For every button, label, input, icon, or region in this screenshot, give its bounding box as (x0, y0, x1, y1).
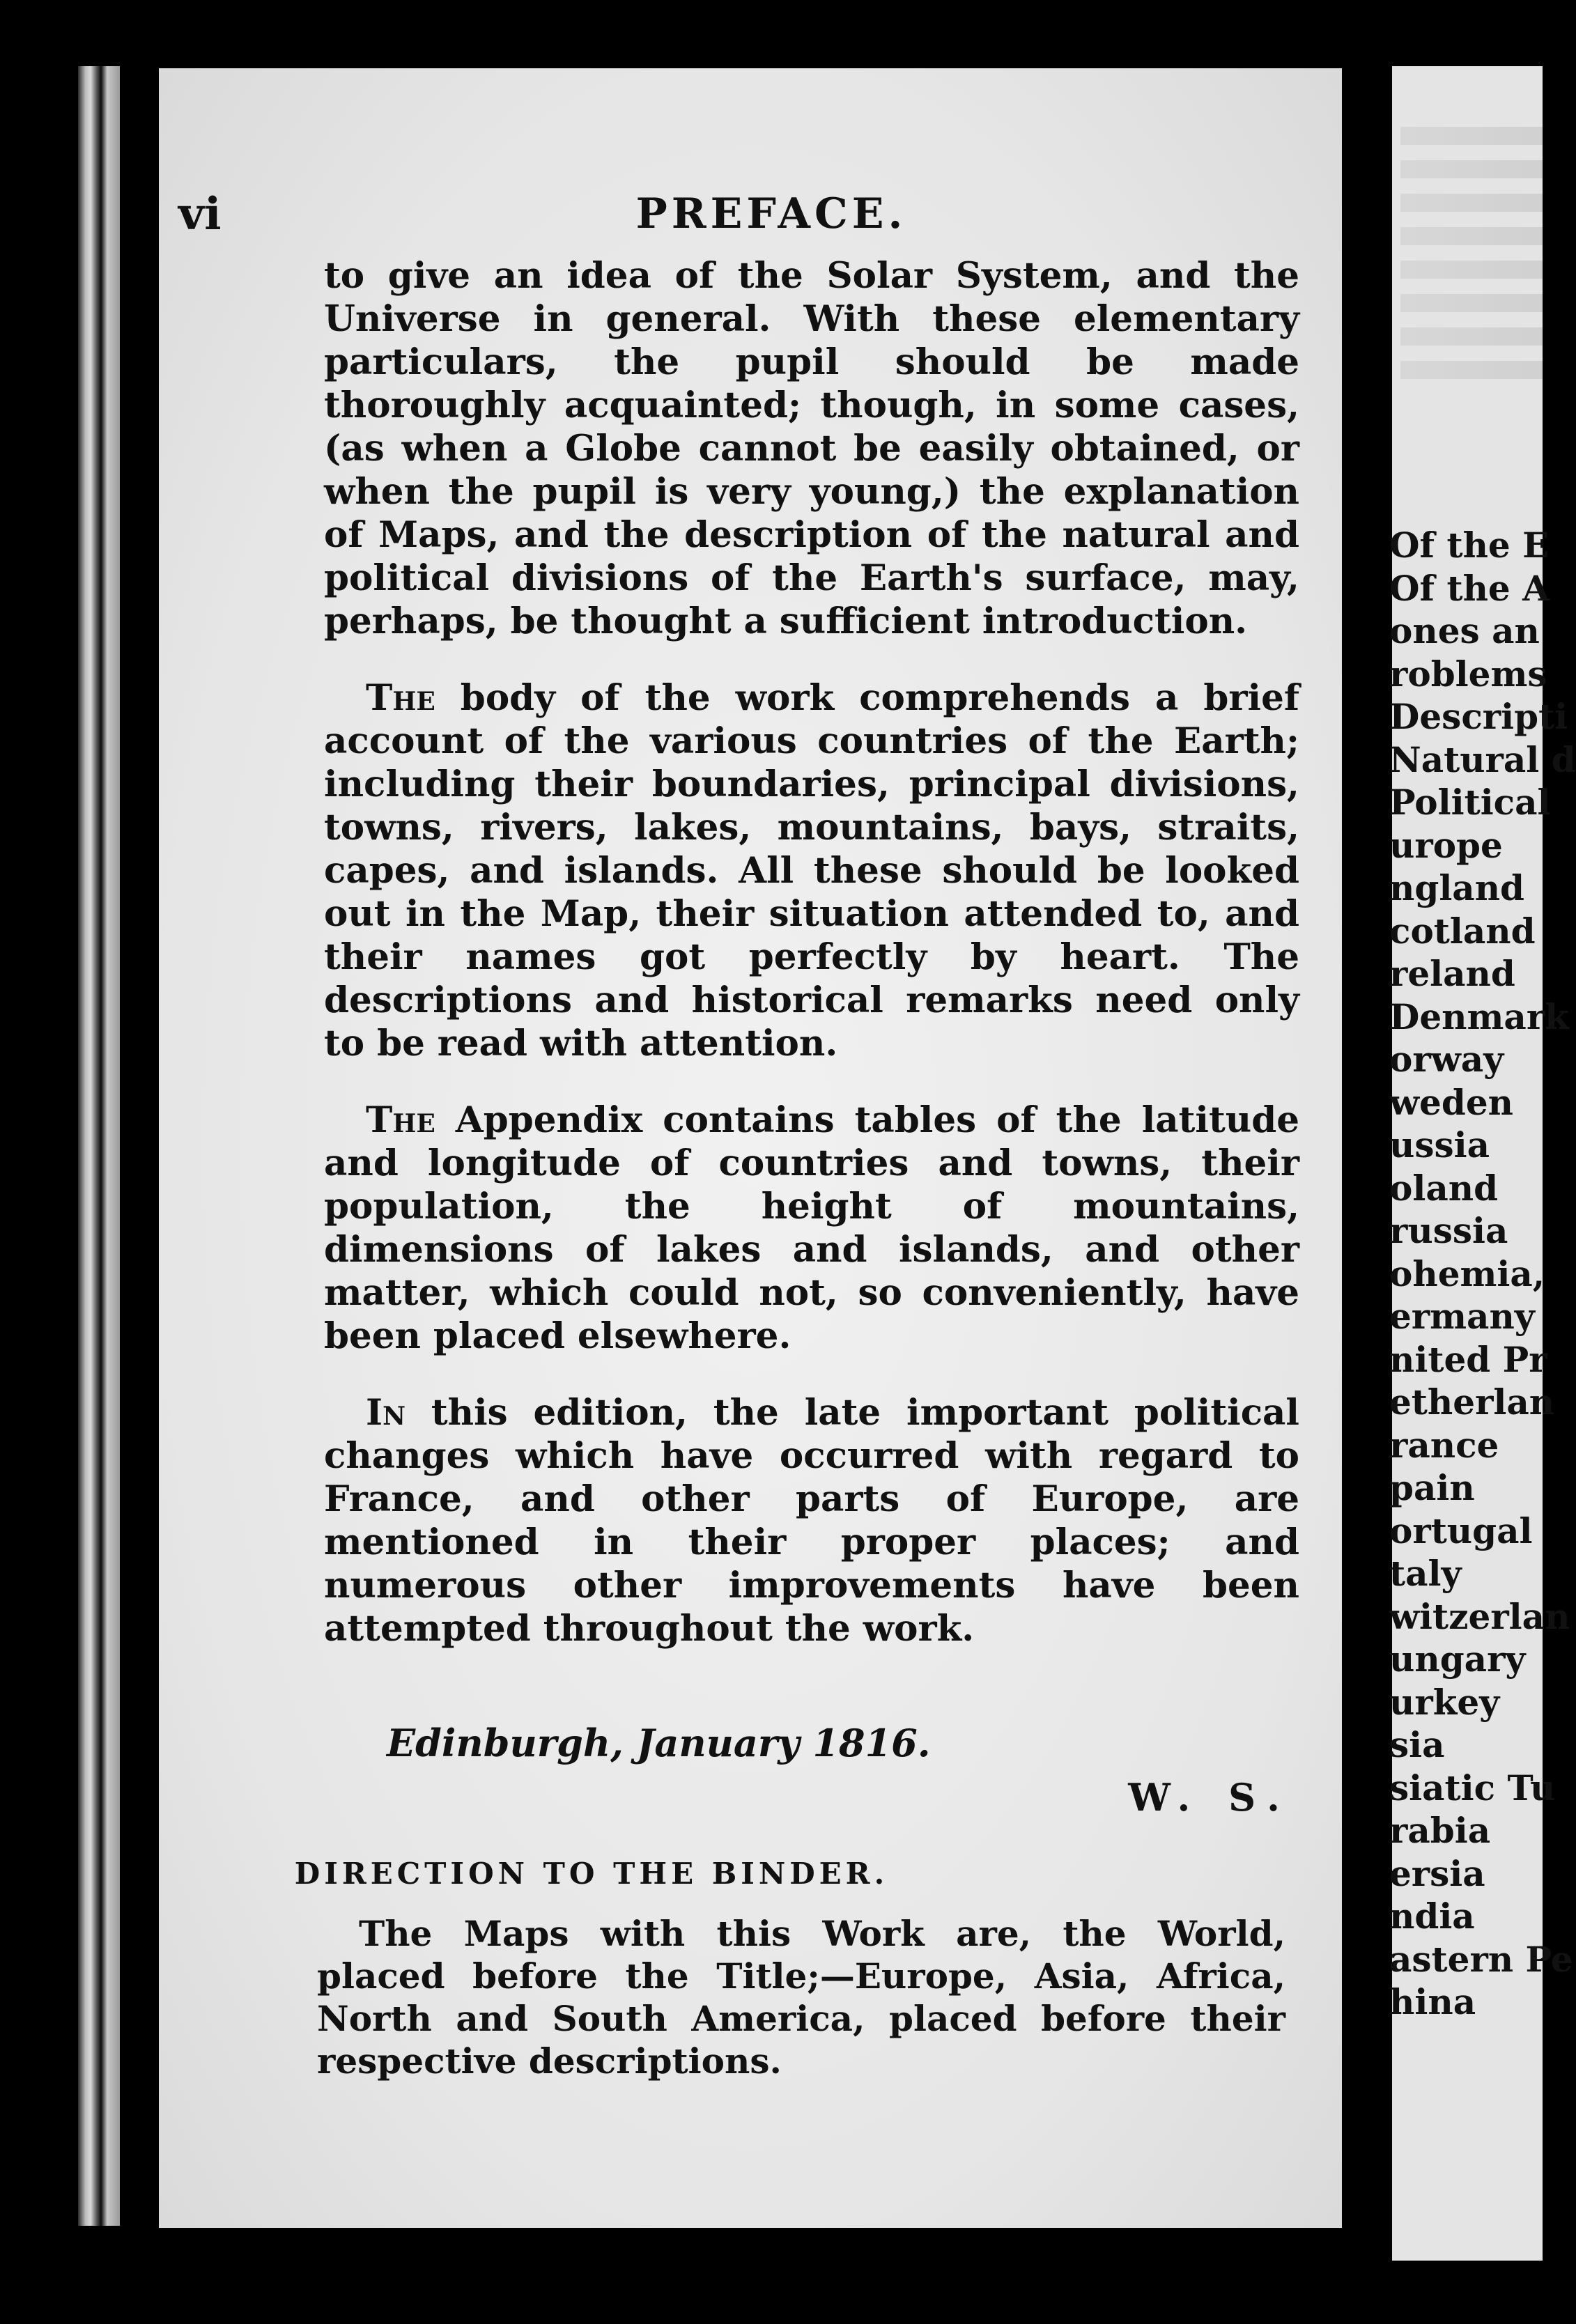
contents-entry: Natural d (1389, 738, 1576, 780)
contents-entry: ussia (1389, 1124, 1490, 1165)
contents-entry: oland (1389, 1167, 1499, 1209)
contents-entry: witzerlan (1389, 1595, 1570, 1637)
contents-entry: ohemia, (1389, 1253, 1545, 1294)
contents-entry: ones an (1389, 610, 1540, 651)
paragraph-lead: In (366, 1392, 405, 1434)
place-date: Edinburgh, January 1816. (387, 1721, 931, 1765)
binder-direction (317, 1912, 1285, 2082)
page-gutter (1342, 49, 1392, 2278)
contents-entry: siatic Tu (1389, 1767, 1556, 1808)
contents-entry: sia (1389, 1724, 1445, 1765)
paragraph (324, 676, 1299, 1065)
page-number: vi (178, 188, 222, 240)
contents-entry: ungary (1389, 1639, 1526, 1680)
facing-page-faint-lines (1400, 111, 1543, 502)
contents-entry: russia (1389, 1210, 1508, 1251)
running-title: PREFACE. (635, 189, 907, 238)
binder-direction-text: The Maps with this Work are, the World, placed before the Title;—Europe, Asia, Africa, North and South America, placed before their respective descriptions. (317, 1913, 1285, 2082)
contents-entry: weden (1389, 1081, 1513, 1123)
contents-entry: ngland (1389, 867, 1525, 908)
contents-entry: cotland (1389, 910, 1536, 952)
left-page-edge (78, 66, 120, 2226)
paragraph-text: Appendix contains tables of the latitude and longitude of countries and towns, their population, the height of mountains, dimensions of lakes and islands, and other matter, which could not, so conveniently, have been placed elsewhere. (324, 1099, 1299, 1357)
paragraph: to give an idea of the Solar System, and the Universe in general. With these elementary particulars, the pupil should be made thoroughly acquainted; though, in some cases, (as when a Globe cannot be easily obtained, or when the pupil is very young,) the explanation of Maps, and the description of the natural and political divisions of the Earth's surface, may, perhaps, be thought a sufficient introduction. (324, 255, 1299, 642)
paragraph (324, 1099, 1299, 1358)
contents-entry: reland (1389, 953, 1515, 994)
contents-entry: roblems (1389, 653, 1547, 695)
contents-entry: nited Pr (1389, 1338, 1547, 1380)
contents-entry: rance (1389, 1424, 1499, 1466)
paragraph-text: body of the work comprehends a brief account of the various countries of the Earth; including their boundaries, principal divisions, towns, rivers, lakes, mountains, bays, straits, capes, and islands. All these should be looked out in the Map, their situation attended to, and their names got perfectly by heart. The descriptions and historical remarks need only to be read with attention. (324, 677, 1299, 1064)
contents-entry: orway (1389, 1039, 1504, 1080)
contents-entry: ermany (1389, 1296, 1535, 1337)
contents-entry: rabia (1389, 1810, 1491, 1851)
facing-page-contents (1389, 524, 1576, 2024)
contents-entry: Of the A (1389, 567, 1550, 609)
contents-entry: Denmark (1389, 996, 1569, 1037)
contents-entry: pain (1389, 1467, 1475, 1508)
paragraph-text: this edition, the late important political changes which have occurred with regard to France, and other parts of Europe, are mentioned in their proper places; and numerous other improvements have been attempted throughout the work. (324, 1392, 1299, 1650)
contents-entry: ortugal (1389, 1510, 1533, 1551)
contents-entry: Descripti (1389, 696, 1568, 737)
contents-entry: urkey (1389, 1681, 1500, 1723)
contents-entry: Of the E (1389, 525, 1550, 566)
contents-entry: urope (1389, 824, 1503, 866)
contents-entry: astern Pe (1389, 1938, 1573, 1980)
contents-entry: ersia (1389, 1852, 1485, 1894)
paragraph-lead: The (366, 677, 435, 719)
contents-entry: hina (1389, 1981, 1476, 2022)
signature-block (387, 1721, 1292, 1820)
preface-body (324, 254, 1299, 1684)
contents-entry: taly (1389, 1553, 1462, 1594)
author-initials: W. S. (1128, 1775, 1292, 1820)
contents-entry: etherlan (1389, 1381, 1555, 1423)
contents-entry: Political (1389, 782, 1551, 823)
binder-direction-heading: DIRECTION TO THE BINDER. (294, 1857, 889, 1891)
paragraph-lead: The (366, 1099, 435, 1141)
contents-entry: ndia (1389, 1896, 1475, 1937)
paragraph (324, 1391, 1299, 1650)
